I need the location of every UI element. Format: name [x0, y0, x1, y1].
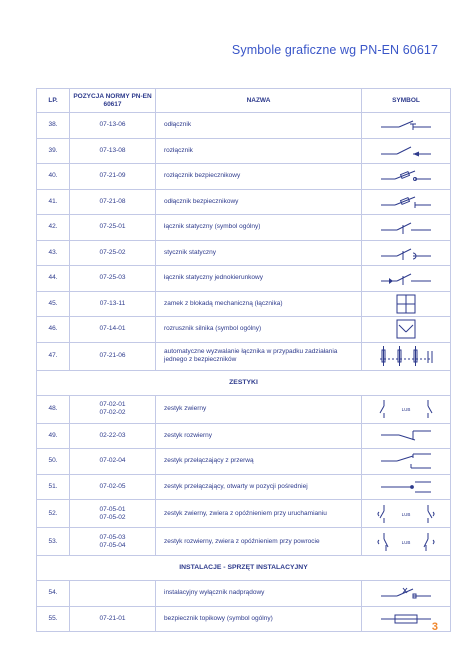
- row-name: automatyczne wyzwalanie łącznika w przypadku zadziałania jednego z bezpieczników: [156, 342, 362, 370]
- row-pozycja: 07-21-01: [99, 614, 126, 622]
- row-name: zestyk przełączający, otwarty w pozycji pośredniej: [156, 474, 362, 500]
- row-name: instalacyjny wyłącznik nadprądowy: [156, 581, 362, 607]
- row-pozycja: 07-14-01: [99, 325, 126, 333]
- row-name: stycznik statyczny: [156, 240, 362, 266]
- row-name: zestyk rozwierny, zwiera z opóźnieniem przy powrocie: [156, 528, 362, 556]
- fuse-disconnector-icon: [379, 195, 433, 209]
- fuse-icon: [379, 613, 433, 625]
- row-name: rozłącznik bezpiecznikowy: [156, 164, 362, 190]
- delayed-break-contact-icon: [376, 531, 436, 553]
- mechanical-interlock-icon: [395, 293, 417, 315]
- section-row-zestyki: [37, 370, 451, 395]
- row-pozycja: 07-25-01: [99, 223, 126, 231]
- row-pozycja: 07-02-02: [99, 409, 126, 416]
- row-name: rozrusznik silnika (symbol ogólny): [156, 317, 362, 343]
- disconnector-icon: [379, 118, 433, 132]
- circuit-breaker-icon: [379, 585, 433, 601]
- table-row: [37, 449, 451, 475]
- row-pozycja: 07-13-08: [99, 146, 126, 154]
- header-pozycja: POZYCJA NORMY PN-EN 60617: [70, 89, 156, 113]
- row-name: zamek z blokadą mechaniczną (łącznika): [156, 291, 362, 317]
- table-row: [37, 138, 451, 164]
- table-row: [37, 189, 451, 215]
- row-lp: 50.: [37, 449, 70, 475]
- row-name: bezpiecznik topikowy (symbol ogólny): [156, 606, 362, 632]
- row-pozycja: 07-02-04: [99, 457, 126, 465]
- section-title: ZESTYKI: [37, 370, 451, 395]
- row-name: łącznik statyczny jednokierunkowy: [156, 266, 362, 292]
- row-lp: 52.: [37, 500, 70, 528]
- table-row: [37, 113, 451, 139]
- row-pozycja: 02-22-03: [99, 431, 126, 439]
- table-row: [37, 395, 451, 423]
- row-name: zestyk zwierny, zwiera z opóźnieniem przy uruchamianiu: [156, 500, 362, 528]
- row-pozycja: 07-05-01: [99, 505, 126, 513]
- row-name: łącznik statyczny (symbol ogólny): [156, 215, 362, 241]
- break-contact-icon: [379, 429, 433, 443]
- fuse-triggered-switch-icon: [376, 345, 436, 367]
- row-pozycja: 07-21-08: [99, 197, 126, 205]
- row-lp: 48.: [37, 395, 70, 423]
- row-lp: 47.: [37, 342, 70, 370]
- row-lp: 38.: [37, 113, 70, 139]
- row-pozycja: 07-05-04: [99, 541, 126, 549]
- header-symbol: SYMBOL: [362, 89, 451, 113]
- row-pozycja: 07-13-11: [99, 299, 126, 307]
- row-name: zestyk rozwierny: [156, 423, 362, 449]
- motor-starter-icon: [395, 318, 417, 340]
- page-title: Symbole graficzne wg PN-EN 60617: [231, 43, 438, 57]
- symbol-or-label: LUB: [401, 511, 411, 517]
- table-row: [37, 317, 451, 343]
- table-row: [37, 581, 451, 607]
- table-row: [37, 291, 451, 317]
- row-lp: 40.: [37, 164, 70, 190]
- row-name: rozłącznik: [156, 138, 362, 164]
- row-pozycja: 07-02-01: [99, 401, 126, 408]
- table-row: [37, 164, 451, 190]
- row-lp: 42.: [37, 215, 70, 241]
- row-pozycja: 07-25-03: [99, 274, 126, 282]
- unidirectional-static-switch-icon: [379, 270, 433, 286]
- row-lp: 44.: [37, 266, 70, 292]
- section-row-instalacje: [37, 556, 451, 581]
- row-lp: 54.: [37, 581, 70, 607]
- row-lp: 51.: [37, 474, 70, 500]
- fuse-switch-disconnector-icon: [379, 169, 433, 183]
- row-pozycja: 07-25-02: [99, 248, 126, 256]
- row-name: odłącznik: [156, 113, 362, 139]
- row-lp: 55.: [37, 606, 70, 632]
- table-row: [37, 528, 451, 556]
- switch-disconnector-icon: [379, 144, 433, 158]
- static-switch-icon: [379, 219, 433, 235]
- row-pozycja: 07-21-09: [99, 172, 126, 180]
- static-contactor-icon: [379, 245, 433, 261]
- table-row: [37, 215, 451, 241]
- row-lp: 46.: [37, 317, 70, 343]
- header-lp: LP.: [37, 89, 70, 113]
- changeover-open-middle-icon: [379, 479, 433, 495]
- row-pozycja: 07-05-02: [99, 513, 126, 521]
- table-row: [37, 500, 451, 528]
- section-title: INSTALACJE - SPRZĘT INSTALACYJNY: [37, 556, 451, 581]
- row-pozycja: 07-02-05: [99, 482, 126, 490]
- row-lp: 43.: [37, 240, 70, 266]
- table-row: [37, 423, 451, 449]
- table-row: [37, 606, 451, 632]
- table-row: [37, 342, 451, 370]
- symbols-table: [36, 88, 451, 632]
- row-lp: 49.: [37, 423, 70, 449]
- symbol-or-label: LUB: [401, 407, 411, 412]
- row-pozycja: 07-05-03: [99, 533, 126, 541]
- row-lp: 45.: [37, 291, 70, 317]
- row-pozycja: [70, 581, 156, 607]
- row-name: zestyk zwierny: [156, 395, 362, 423]
- header-nazwa: NAZWA: [156, 89, 362, 113]
- changeover-contact-icon: [379, 452, 433, 470]
- row-name: odłącznik bezpiecznikowy: [156, 189, 362, 215]
- table-header-row: [37, 89, 451, 113]
- row-pozycja: 07-13-06: [99, 121, 126, 129]
- row-lp: 53.: [37, 528, 70, 556]
- row-lp: 41.: [37, 189, 70, 215]
- symbol-or-label: LUB: [401, 539, 411, 545]
- delayed-make-contact-icon: [376, 503, 436, 525]
- row-lp: 39.: [37, 138, 70, 164]
- table-row: [37, 474, 451, 500]
- row-name: zestyk przełączający z przerwą: [156, 449, 362, 475]
- table-row: [37, 240, 451, 266]
- row-pozycja: 07-21-06: [99, 352, 126, 359]
- make-contact-icon: [376, 398, 436, 420]
- table-row: [37, 266, 451, 292]
- page-number: 3: [431, 621, 438, 633]
